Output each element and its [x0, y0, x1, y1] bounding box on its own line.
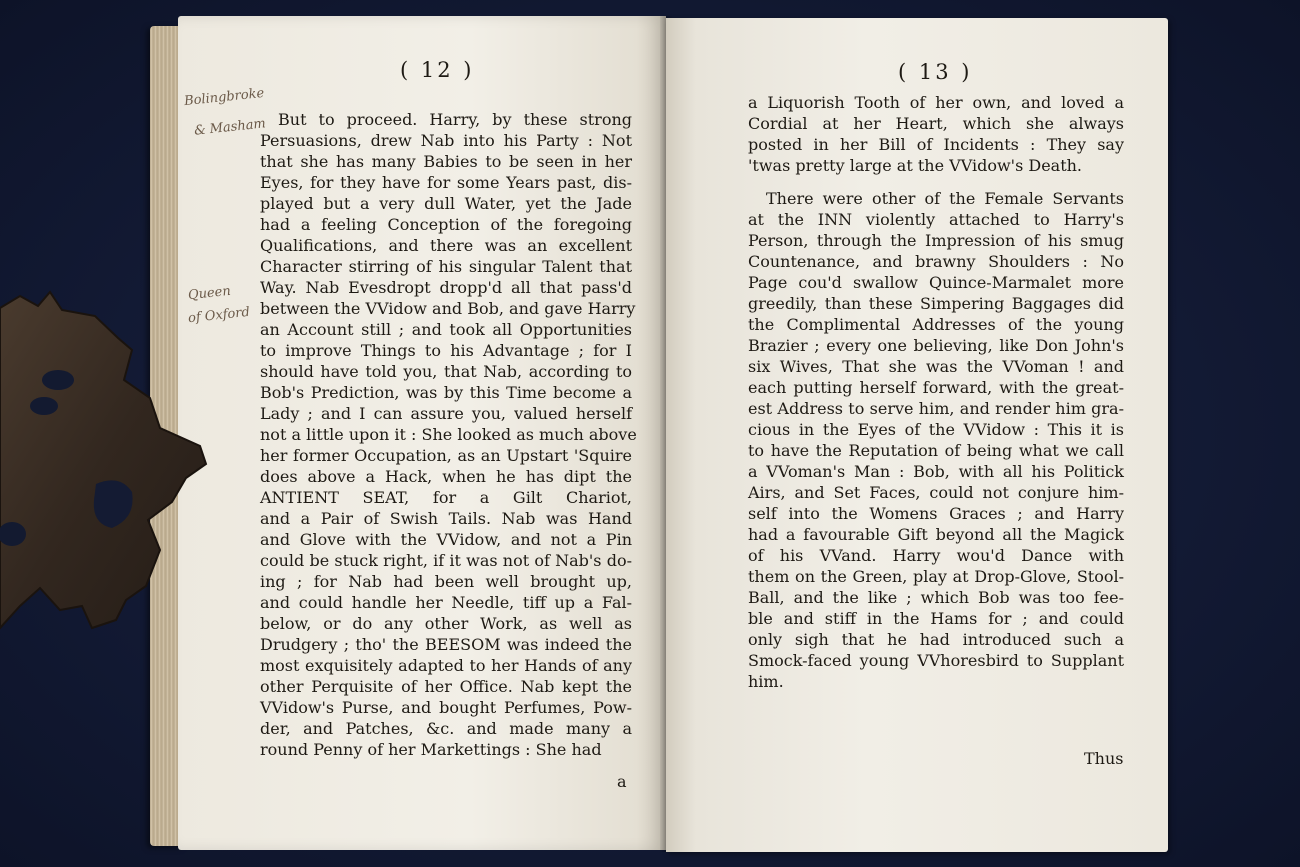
text-line: posted in her Bill of Incidents : They say: [748, 135, 1124, 154]
paragraph-spacer: [748, 176, 1124, 188]
text-line: round Penny of her Markettings : She had: [260, 740, 602, 759]
left-page: [178, 16, 666, 850]
text-line: Lady ; and I can assure you, valued herself: [260, 404, 632, 423]
text-line: an Account still ; and took all Opportunities: [260, 320, 632, 339]
text-line: Way. Nab Evesdropt dropp'd all that pass'd: [260, 278, 632, 297]
right-page: [666, 18, 1168, 852]
text-line: Person, through the Impression of his smug: [748, 231, 1124, 250]
text-line: between the VVidow and Bob, and gave Harry: [260, 299, 636, 318]
text-line: Qualifications, and there was an excellent: [260, 236, 632, 255]
text-line: of his VVand. Harry wou'd Dance with: [748, 546, 1124, 565]
margin-note-3: Queen: [187, 283, 232, 304]
text-line: ing ; for Nab had been well brought up,: [260, 572, 632, 591]
text-line: the Complimental Addresses of the young: [748, 315, 1124, 334]
text-line: played but a very dull Water, yet the Jade: [260, 194, 632, 213]
text-line: not a little upon it : She looked as much above: [260, 425, 637, 444]
text-line: ble and stiff in the Hams for ; and could: [748, 609, 1124, 628]
right-paragraph-1: [748, 92, 1124, 176]
metal-clip-decoration: [0, 288, 210, 638]
text-line: Eyes, for they have for some Years past, dis-: [260, 173, 632, 192]
clip-hole-1: [42, 370, 74, 390]
text-line: Bob's Prediction, was by this Time become a: [260, 383, 632, 402]
text-line: had a favourable Gift beyond all the Magick: [748, 525, 1124, 544]
text-line: VVidow's Purse, and bought Perfumes, Pow-: [260, 698, 632, 717]
text-line: Brazier ; every one believing, like Don John's: [748, 336, 1124, 355]
text-line: cious in the Eyes of the VVidow : This it is: [748, 420, 1124, 439]
text-line: Page cou'd swallow Quince-Marmalet more: [748, 273, 1124, 292]
text-line: had a feeling Conception of the foregoing: [260, 215, 632, 234]
text-line: Persuasions, drew Nab into his Party : Not: [260, 131, 632, 150]
text-line: at the INN violently attached to Harry's: [748, 210, 1124, 229]
text-line: Airs, and Set Faces, could not conjure him-: [748, 483, 1124, 502]
text-line: does above a Hack, when he has dipt the: [260, 467, 632, 486]
text-line: could be stuck right, if it was not of Nab's do-: [260, 551, 632, 570]
text-line: other Perquisite of her Office. Nab kept the: [260, 677, 632, 696]
left-page-number: ( 12 ): [400, 58, 475, 82]
margin-note-2: & Masham: [193, 116, 267, 139]
left-catchword: a: [617, 772, 627, 791]
text-line: only sigh that he had introduced such a: [748, 630, 1124, 649]
text-line: to have the Reputation of being what we call: [748, 441, 1124, 460]
right-page-text: [748, 92, 1124, 692]
right-catchword: Thus: [1084, 749, 1124, 768]
text-line: and a Pair of Swish Tails. Nab was Hand: [260, 509, 632, 528]
text-line: each putting herself forward, with the great-: [748, 378, 1124, 397]
text-line: a Liquorish Tooth of her own, and loved a: [748, 93, 1124, 112]
text-line: 'twas pretty large at the VVidow's Death.: [748, 156, 1083, 175]
text-line: six Wives, That she was the VVoman ! and: [748, 357, 1124, 376]
text-line: below, or do any other Work, as well as: [260, 614, 632, 633]
text-line: self into the Womens Graces ; and Harry: [748, 504, 1124, 523]
text-line: most exquisitely adapted to her Hands of any: [260, 656, 632, 675]
text-line: Character stirring of his singular Talent that: [260, 257, 632, 276]
text-line: Smock-faced young VVhoresbird to Supplant: [748, 651, 1124, 670]
text-line: that she has many Babies to be seen in her: [260, 152, 632, 171]
right-paragraph-2: [748, 188, 1124, 692]
text-line: Drudgery ; tho' the BEESOM was indeed the: [260, 635, 632, 654]
text-line: and could handle her Needle, tiff up a Fal-: [260, 593, 632, 612]
text-line: her former Occupation, as an Upstart 'Squire: [260, 446, 632, 465]
text-line: him.: [748, 672, 784, 691]
text-line: der, and Patches, &c. and made many a: [260, 719, 632, 738]
margin-note-4: of Oxford: [187, 304, 251, 327]
text-line: greedily, than these Simpering Baggages did: [748, 294, 1124, 313]
text-line: them on the Green, play at Drop-Glove, Stool-: [748, 567, 1124, 586]
text-line: Cordial at her Heart, which she always: [748, 114, 1124, 133]
clip-shape: [0, 292, 206, 628]
clip-hole-2: [30, 397, 58, 415]
text-line: Countenance, and brawny Shoulders : No: [748, 252, 1124, 271]
text-line: Ball, and the like ; which Bob was too fee-: [748, 588, 1124, 607]
right-page-number: ( 13 ): [898, 60, 973, 84]
left-page-text: [260, 109, 637, 760]
text-line: est Address to serve him, and render him gra-: [748, 399, 1124, 418]
text-line: and Glove with the VVidow, and not a Pin: [260, 530, 632, 549]
text-line: There were other of the Female Servants: [766, 189, 1124, 208]
text-line: But to proceed. Harry, by these strong: [278, 110, 632, 129]
margin-note-1: Bolingbroke: [183, 85, 265, 110]
text-line: should have told you, that Nab, according to: [260, 362, 632, 381]
text-line: ANTIENT SEAT, for a Gilt Chariot,: [260, 488, 632, 507]
text-line: a VVoman's Man : Bob, with all his Politick: [748, 462, 1124, 481]
text-line: to improve Things to his Advantage ; for I: [260, 341, 632, 360]
